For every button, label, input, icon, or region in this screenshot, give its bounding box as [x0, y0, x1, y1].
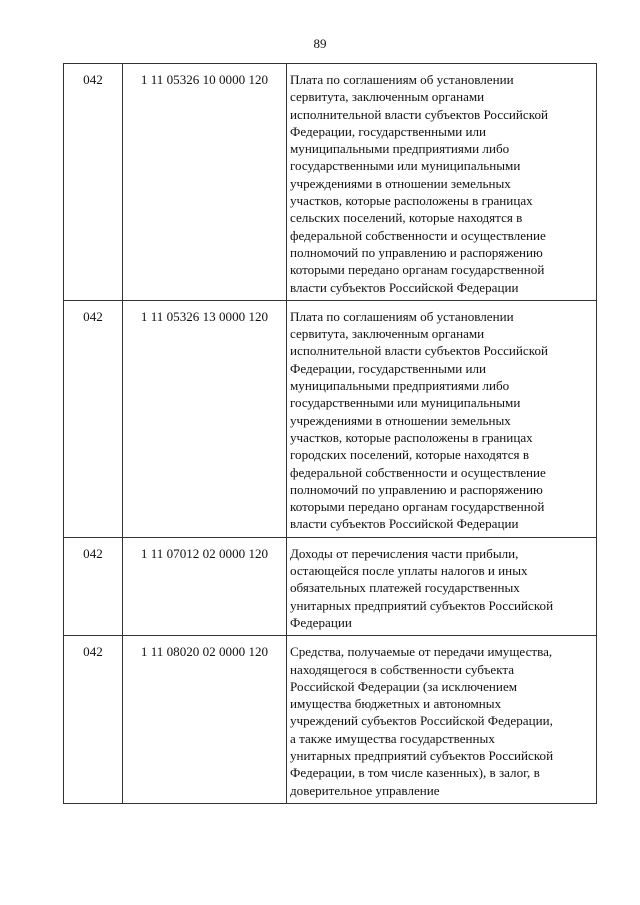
- revenue-name-line: Федерации, государственными или: [290, 360, 487, 376]
- revenue-name-cell: [287, 636, 597, 804]
- revenue-name-line: федеральной собственности и осуществление: [290, 464, 546, 480]
- admin-code-cell: 042: [64, 64, 123, 301]
- revenue-name-line: остающейся после уплаты налогов и иных: [290, 563, 528, 579]
- revenue-name-line: Федерации, в том числе казенных), в залог, в: [290, 765, 540, 781]
- revenue-name-line: полномочий по управлению и распоряжению: [290, 481, 543, 497]
- revenue-name-line: полномочий по управлению и распоряжению: [290, 244, 543, 260]
- revenue-name-line: находящегося в собственности субъекта: [290, 661, 515, 677]
- revenue-name-line: власти субъектов Российской Федерации: [290, 516, 519, 532]
- revenue-name-line: которыми передано органам государственной: [290, 262, 545, 278]
- revenue-name-line: имущества бюджетных и автономных: [290, 696, 502, 712]
- revenue-codes-table: [63, 63, 597, 804]
- revenue-name-line: участков, которые расположены в границах: [290, 429, 533, 445]
- revenue-name-cell: [287, 64, 597, 301]
- revenue-name-line: Доходы от перечисления части прибыли,: [290, 545, 519, 561]
- revenue-name-line: федеральной собственности и осуществление: [290, 227, 546, 243]
- revenue-name-cell: [287, 300, 597, 537]
- revenue-name-line: сервитута, заключенным органами: [290, 326, 485, 342]
- revenue-name-line: исполнительной власти субъектов Российской: [290, 343, 548, 359]
- admin-code-cell: 042: [64, 300, 123, 537]
- revenue-name-line: Средства, получаемые от передачи имущества,: [290, 644, 553, 660]
- revenue-name-line: унитарных предприятий субъектов Российской: [290, 747, 554, 763]
- admin-code-cell: 042: [64, 537, 123, 635]
- revenue-name-line: государственными или муниципальными: [290, 158, 521, 174]
- revenue-name-line: которыми передано органам государственной: [290, 499, 545, 515]
- revenue-name-line: государственными или муниципальными: [290, 395, 521, 411]
- revenue-name-line: Федерации, государственными или: [290, 123, 487, 139]
- revenue-name-line: Федерации: [290, 614, 352, 630]
- revenue-name-line: а также имущества государственных: [290, 730, 495, 746]
- kbk-code-cell: 1 11 08020 02 0000 120: [123, 636, 287, 804]
- revenue-name-cell: [287, 537, 597, 635]
- revenue-name-line: обязательных платежей государственных: [290, 580, 520, 596]
- revenue-name-line: муниципальными предприятиями либо: [290, 141, 510, 157]
- revenue-name-line: власти субъектов Российской Федерации: [290, 279, 519, 295]
- kbk-code-cell: 1 11 05326 13 0000 120: [123, 300, 287, 537]
- page-number: 89: [313, 36, 327, 51]
- revenue-name-line: Российской Федерации (за исключением: [290, 678, 518, 694]
- table-row: [64, 636, 597, 804]
- revenue-name-line: муниципальными предприятиями либо: [290, 378, 510, 394]
- revenue-name-line: доверительное управление: [290, 782, 440, 798]
- table-row: [64, 300, 597, 537]
- table-body: [64, 64, 597, 804]
- revenue-name-line: учреждениями в отношении земельных: [290, 175, 511, 191]
- admin-code-cell: 042: [64, 636, 123, 804]
- revenue-name-line: Плата по соглашениям об установлении: [290, 308, 514, 324]
- revenue-name-line: Плата по соглашениям об установлении: [290, 72, 514, 87]
- revenue-name-line: участков, которые расположены в границах: [290, 193, 533, 209]
- kbk-code-cell: 1 11 05326 10 0000 120: [123, 64, 287, 301]
- revenue-name-line: городских поселений, которые находятся в: [290, 447, 530, 463]
- table-row: [64, 537, 597, 635]
- table-row: [64, 64, 597, 301]
- revenue-name-line: учреждениями в отношении земельных: [290, 412, 511, 428]
- revenue-name-line: унитарных предприятий субъектов Российской: [290, 597, 554, 613]
- revenue-name-line: учреждений субъектов Российской Федерации,: [290, 713, 553, 729]
- revenue-name-line: сельских поселений, которые находятся в: [290, 210, 523, 226]
- revenue-name-line: исполнительной власти субъектов Российской: [290, 106, 548, 122]
- kbk-code-cell: 1 11 07012 02 0000 120: [123, 537, 287, 635]
- revenue-name-line: сервитута, заключенным органами: [290, 89, 485, 105]
